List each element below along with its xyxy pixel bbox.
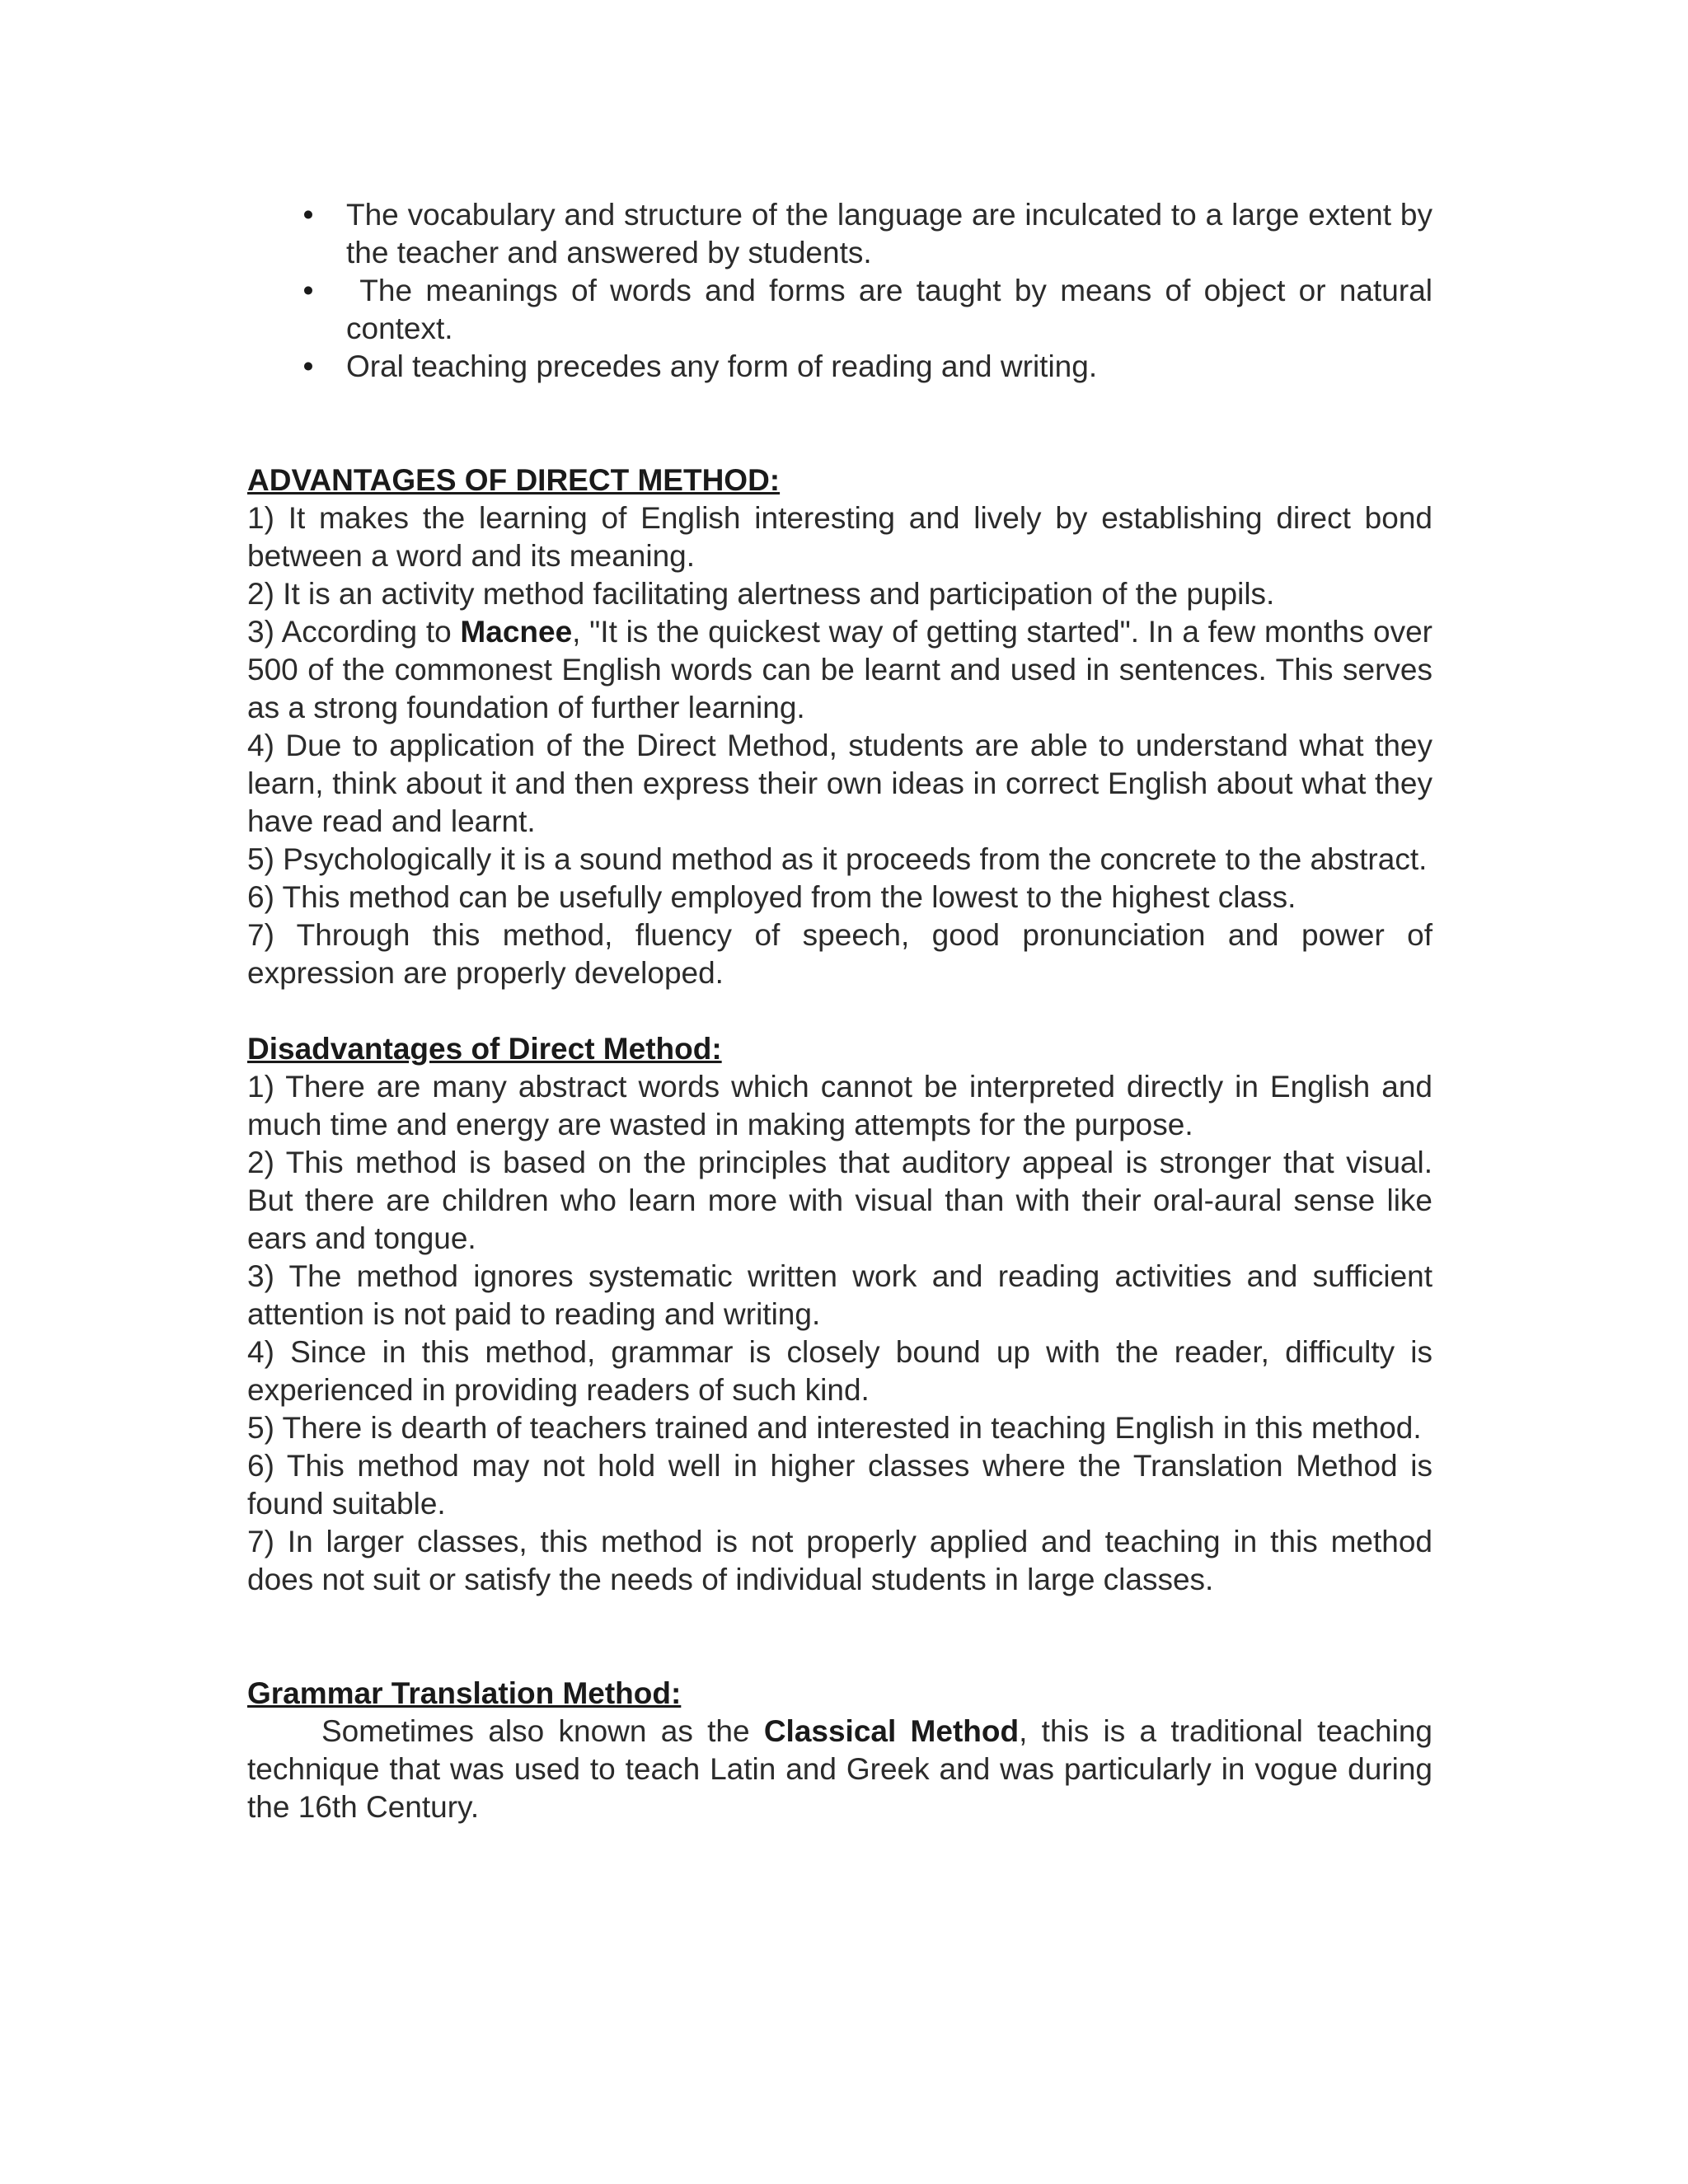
- advantage-item: 7) Through this method, fluency of speech, good pronunciation and power of expression are properly developed.: [247, 918, 1432, 990]
- document-page: [247, 196, 1442, 1826]
- disadvantages-heading: Disadvantages of Direct Method:: [247, 1032, 722, 1066]
- grammar-translation-heading: Grammar Translation Method:: [247, 1676, 682, 1710]
- advantage-item: 4) Due to application of the Direct Method, students are able to understand what they learn, think about it and then express their own ideas in correct English about what they have read and learnt.: [247, 729, 1432, 838]
- feature-bullet-list: [247, 196, 1442, 386]
- disadvantage-item: 3) The method ignores systematic written work and reading activities and sufficient attention is not paid to reading and writing.: [247, 1259, 1432, 1331]
- bullet-icon: •: [302, 349, 314, 383]
- bullet-icon: •: [302, 274, 314, 307]
- disadvantages-section: [247, 1030, 1432, 1599]
- bullet-item: [302, 272, 1442, 348]
- bullet-text: Oral teaching precedes any form of reading and writing.: [346, 349, 1098, 383]
- method-name: Classical Method: [763, 1714, 1020, 1748]
- bullet-icon: •: [302, 198, 314, 232]
- advantages-heading: ADVANTAGES OF DIRECT METHOD:: [247, 463, 781, 497]
- disadvantage-item: 1) There are many abstract words which cannot be interpreted directly in English and much time and energy are wasted in making attempts for the purpose.: [247, 1070, 1432, 1141]
- paragraph-text: , this is a traditional teaching technique that was used to teach Latin and Greek and was particularly in vogue during the 16th Century.: [247, 1714, 1432, 1824]
- advantages-section: [247, 462, 1432, 992]
- advantage-item-text: , "It is the quickest way of getting started". In a few months over 500 of the commonest English words can be learnt and used in sentences. This serves as a strong foundation of further learning.: [247, 615, 1432, 724]
- disadvantage-item: 7) In larger classes, this method is not properly applied and teaching in this method does not suit or satisfy the needs of individual students in large classes.: [247, 1525, 1432, 1596]
- bullet-item: [302, 348, 1432, 386]
- paragraph-text: Sometimes also known as the: [321, 1714, 764, 1748]
- bullet-text: The meanings of words and forms are taught by means of object or natural context.: [346, 274, 1442, 345]
- disadvantage-item: 4) Since in this method, grammar is closely bound up with the reader, difficulty is experienced in providing readers of such kind.: [247, 1335, 1432, 1407]
- advantage-item: 6) This method can be usefully employed from the lowest to the highest class.: [247, 880, 1296, 914]
- advantage-item: 2) It is an activity method facilitating alertness and participation of the pupils.: [247, 577, 1275, 611]
- advantage-item: 5) Psychologically it is a sound method as it proceeds from the concrete to the abstract.: [247, 842, 1428, 876]
- advantage-item: 1) It makes the learning of English interesting and lively by establishing direct bond between a word and its meaning.: [247, 501, 1432, 573]
- disadvantage-item: 5) There is dearth of teachers trained and interested in teaching English in this method.: [247, 1411, 1422, 1445]
- grammar-translation-section: [247, 1675, 1432, 1826]
- advantage-item-text: 3) According to: [247, 615, 461, 649]
- author-name: Macnee: [460, 615, 573, 649]
- bullet-item: [302, 196, 1432, 272]
- advantage-item: [247, 613, 1432, 727]
- bullet-text: The vocabulary and structure of the language are inculcated to a large extent by the teacher and answered by students.: [346, 198, 1432, 269]
- disadvantage-item: 2) This method is based on the principles that auditory appeal is stronger that visual. But there are children who learn more with visual than with their oral-aural sense like ears and tongue.: [247, 1146, 1432, 1255]
- grammar-translation-paragraph: [247, 1713, 1432, 1826]
- disadvantage-item: 6) This method may not hold well in higher classes where the Translation Method is found suitable.: [247, 1449, 1432, 1521]
